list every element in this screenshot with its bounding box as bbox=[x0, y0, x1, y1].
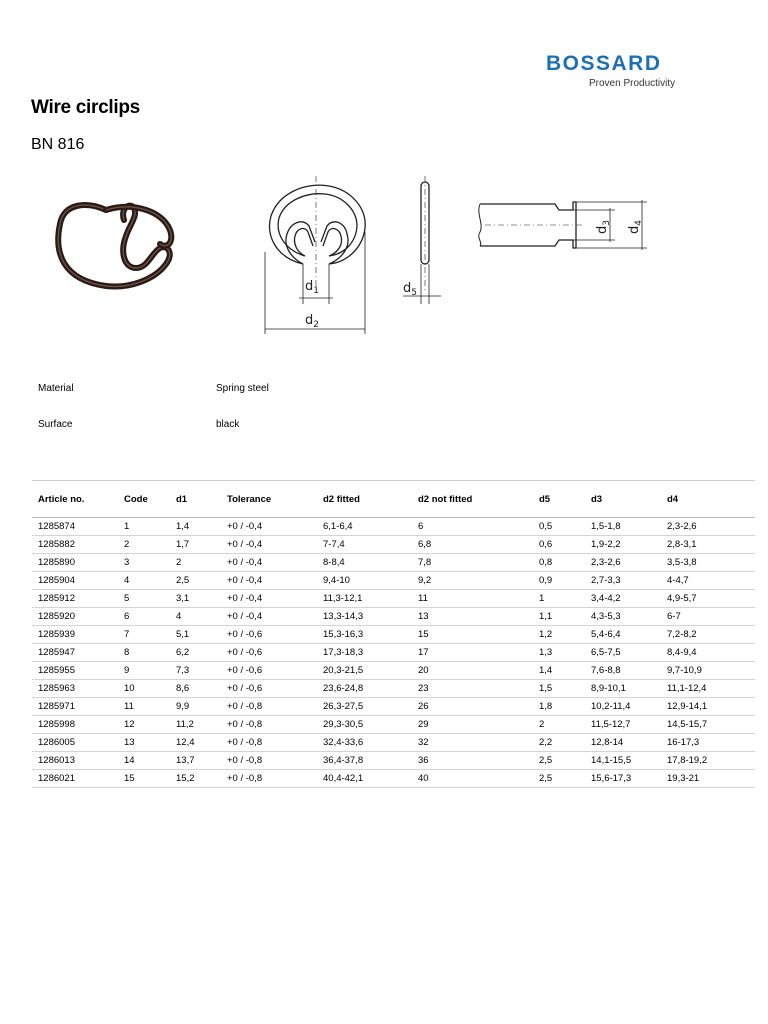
table-cell: 4,9-5,7 bbox=[661, 590, 755, 608]
table-cell: 1,4 bbox=[170, 518, 221, 536]
table-cell: 1285912 bbox=[32, 590, 118, 608]
table-cell: 19,3-21 bbox=[661, 770, 755, 788]
table-cell: 6,2 bbox=[170, 644, 221, 662]
table-cell: 1,7 bbox=[170, 536, 221, 554]
table-cell: +0 / -0,4 bbox=[221, 554, 317, 572]
table-cell: +0 / -0,6 bbox=[221, 662, 317, 680]
table-cell: 2,3-2,6 bbox=[585, 554, 661, 572]
table-cell: 2,8-3,1 bbox=[661, 536, 755, 554]
table-cell: 0,6 bbox=[533, 536, 585, 554]
table-row bbox=[32, 734, 755, 752]
table-cell: 14,5-15,7 bbox=[661, 716, 755, 734]
table-cell: 11 bbox=[412, 590, 533, 608]
table-row bbox=[32, 752, 755, 770]
table-row bbox=[32, 716, 755, 734]
header-tolerance: Tolerance bbox=[221, 481, 317, 518]
table-cell: 13 bbox=[118, 734, 170, 752]
table-cell: 1286021 bbox=[32, 770, 118, 788]
brand-tagline: Proven Productivity bbox=[589, 78, 676, 89]
table-cell: +0 / -0,4 bbox=[221, 590, 317, 608]
table-cell: 11,5-12,7 bbox=[585, 716, 661, 734]
d2-label: $d_2$ bbox=[305, 313, 319, 330]
table-cell: 17,8-19,2 bbox=[661, 752, 755, 770]
property-label: Material bbox=[38, 383, 74, 394]
table-row bbox=[32, 770, 755, 788]
table-cell: 3,4-4,2 bbox=[585, 590, 661, 608]
table-cell: +0 / -0,8 bbox=[221, 716, 317, 734]
table-cell: 12,8-14 bbox=[585, 734, 661, 752]
table-cell: 7 bbox=[118, 626, 170, 644]
table-cell: 20,3-21,5 bbox=[317, 662, 412, 680]
brand-name: BOSSARD bbox=[546, 52, 662, 75]
product-standard: BN 816 bbox=[31, 136, 85, 153]
table-cell: 4,3-5,3 bbox=[585, 608, 661, 626]
table-cell: 12 bbox=[118, 716, 170, 734]
table-cell: 2,5 bbox=[170, 572, 221, 590]
table-cell: 1285882 bbox=[32, 536, 118, 554]
table-cell: 40,4-42,1 bbox=[317, 770, 412, 788]
table-cell: 7-7,4 bbox=[317, 536, 412, 554]
table-cell: 1285955 bbox=[32, 662, 118, 680]
table-cell: 6,5-7,5 bbox=[585, 644, 661, 662]
table-cell: 12,9-14,1 bbox=[661, 698, 755, 716]
table-cell: 36 bbox=[412, 752, 533, 770]
table-cell: 17,3-18,3 bbox=[317, 644, 412, 662]
table-row bbox=[32, 572, 755, 590]
table-cell: 13,3-14,3 bbox=[317, 608, 412, 626]
table-cell: 7,2-8,2 bbox=[661, 626, 755, 644]
page-title: Wire circlips bbox=[31, 97, 140, 118]
table-cell: 11,3-12,1 bbox=[317, 590, 412, 608]
table-cell: 12,4 bbox=[170, 734, 221, 752]
table-cell: +0 / -0,4 bbox=[221, 536, 317, 554]
table-cell: +0 / -0,4 bbox=[221, 608, 317, 626]
header-code: Code bbox=[118, 481, 170, 518]
table-cell: 8 bbox=[118, 644, 170, 662]
table-cell: 6 bbox=[412, 518, 533, 536]
table-cell: 1285874 bbox=[32, 518, 118, 536]
table-cell: 10,2-11,4 bbox=[585, 698, 661, 716]
header-article-no: Article no. bbox=[32, 481, 118, 518]
table-cell: 4 bbox=[118, 572, 170, 590]
table-cell: 17 bbox=[412, 644, 533, 662]
table-cell: 4 bbox=[170, 608, 221, 626]
table-cell: 14 bbox=[118, 752, 170, 770]
table-cell: 14,1-15,5 bbox=[585, 752, 661, 770]
table-row bbox=[32, 554, 755, 572]
table-cell: 11 bbox=[118, 698, 170, 716]
table-cell: 6,8 bbox=[412, 536, 533, 554]
table-cell: 3,1 bbox=[170, 590, 221, 608]
table-cell: 1,9-2,2 bbox=[585, 536, 661, 554]
table-cell: 8-8,4 bbox=[317, 554, 412, 572]
table-cell: 11,1-12,4 bbox=[661, 680, 755, 698]
table-header-row bbox=[32, 481, 755, 518]
table-cell: +0 / -0,4 bbox=[221, 518, 317, 536]
table-cell: 1285963 bbox=[32, 680, 118, 698]
header-d3: d3 bbox=[585, 481, 661, 518]
table-cell: +0 / -0,6 bbox=[221, 644, 317, 662]
property-label: Surface bbox=[38, 419, 73, 430]
table-cell: 1286005 bbox=[32, 734, 118, 752]
table-cell: 1,5-1,8 bbox=[585, 518, 661, 536]
table-cell: 26 bbox=[412, 698, 533, 716]
d4-label: $d_4$ bbox=[627, 220, 644, 234]
table-row bbox=[32, 590, 755, 608]
table-cell: 29,3-30,5 bbox=[317, 716, 412, 734]
table-cell: 2,7-3,3 bbox=[585, 572, 661, 590]
table-row bbox=[32, 626, 755, 644]
spec-table bbox=[32, 480, 755, 788]
table-cell: 9,7-10,9 bbox=[661, 662, 755, 680]
table-cell: 32 bbox=[412, 734, 533, 752]
table-row bbox=[32, 518, 755, 536]
table-cell: 1285971 bbox=[32, 698, 118, 716]
table-cell: 1285890 bbox=[32, 554, 118, 572]
table-cell: 29 bbox=[412, 716, 533, 734]
table-cell: 1 bbox=[533, 590, 585, 608]
table-cell: 1,2 bbox=[533, 626, 585, 644]
d3-label: $d_3$ bbox=[595, 220, 612, 234]
table-cell: 0,8 bbox=[533, 554, 585, 572]
table-cell: 2 bbox=[118, 536, 170, 554]
table-cell: 1,8 bbox=[533, 698, 585, 716]
table-cell: 4-4,7 bbox=[661, 572, 755, 590]
table-cell: 15 bbox=[118, 770, 170, 788]
table-cell: 0,9 bbox=[533, 572, 585, 590]
table-cell: 26,3-27,5 bbox=[317, 698, 412, 716]
table-cell: 9,9 bbox=[170, 698, 221, 716]
table-cell: +0 / -0,4 bbox=[221, 572, 317, 590]
table-cell: +0 / -0,6 bbox=[221, 626, 317, 644]
table-cell: 7,3 bbox=[170, 662, 221, 680]
table-cell: 6 bbox=[118, 608, 170, 626]
table-cell: 5,4-6,4 bbox=[585, 626, 661, 644]
table-cell: 15,2 bbox=[170, 770, 221, 788]
table-cell: +0 / -0,8 bbox=[221, 734, 317, 752]
property-value: black bbox=[216, 419, 240, 430]
technical-drawing bbox=[255, 172, 675, 347]
table-cell: 1,3 bbox=[533, 644, 585, 662]
table-cell: 6-7 bbox=[661, 608, 755, 626]
header-d2-not-fitted: d2 not fitted bbox=[412, 481, 533, 518]
table-cell: 8,6 bbox=[170, 680, 221, 698]
property-value: Spring steel bbox=[216, 383, 269, 394]
table-cell: 2,2 bbox=[533, 734, 585, 752]
table-cell: 11,2 bbox=[170, 716, 221, 734]
table-cell: +0 / -0,8 bbox=[221, 770, 317, 788]
header-d2-fitted: d2 fitted bbox=[317, 481, 412, 518]
table-cell: 9,4-10 bbox=[317, 572, 412, 590]
table-row bbox=[32, 644, 755, 662]
table-cell: 15 bbox=[412, 626, 533, 644]
table-cell: +0 / -0,8 bbox=[221, 698, 317, 716]
table-cell: 40 bbox=[412, 770, 533, 788]
table-cell: 0,5 bbox=[533, 518, 585, 536]
table-cell: 1,5 bbox=[533, 680, 585, 698]
table-cell: 23 bbox=[412, 680, 533, 698]
header-d4: d4 bbox=[661, 481, 755, 518]
table-cell: 15,3-16,3 bbox=[317, 626, 412, 644]
table-row bbox=[32, 698, 755, 716]
table-cell: 7,8 bbox=[412, 554, 533, 572]
table-cell: +0 / -0,6 bbox=[221, 680, 317, 698]
table-cell: 1 bbox=[118, 518, 170, 536]
table-cell: 2,3-2,6 bbox=[661, 518, 755, 536]
table-row bbox=[32, 680, 755, 698]
table-cell: 1285998 bbox=[32, 716, 118, 734]
table-cell: +0 / -0,8 bbox=[221, 752, 317, 770]
table-cell: 1286013 bbox=[32, 752, 118, 770]
table-cell: 5 bbox=[118, 590, 170, 608]
header-d1: d1 bbox=[170, 481, 221, 518]
table-cell: 3,5-3,8 bbox=[661, 554, 755, 572]
d1-label: $d_1$ bbox=[305, 279, 319, 296]
table-cell: 1285904 bbox=[32, 572, 118, 590]
table-cell: 1285920 bbox=[32, 608, 118, 626]
table-cell: 10 bbox=[118, 680, 170, 698]
product-photo bbox=[36, 172, 201, 347]
table-cell: 5,1 bbox=[170, 626, 221, 644]
table-cell: 16-17,3 bbox=[661, 734, 755, 752]
table-cell: 3 bbox=[118, 554, 170, 572]
table-cell: 6,1-6,4 bbox=[317, 518, 412, 536]
table-cell: 9,2 bbox=[412, 572, 533, 590]
table-cell: 2,5 bbox=[533, 770, 585, 788]
table-row bbox=[32, 662, 755, 680]
table-cell: 32,4-33,6 bbox=[317, 734, 412, 752]
table-cell: 2 bbox=[170, 554, 221, 572]
table-row bbox=[32, 608, 755, 626]
table-cell: 1285939 bbox=[32, 626, 118, 644]
table-cell: 20 bbox=[412, 662, 533, 680]
table-cell: 2,5 bbox=[533, 752, 585, 770]
table-cell: 36,4-37,8 bbox=[317, 752, 412, 770]
table-cell: 1,1 bbox=[533, 608, 585, 626]
table-cell: 7,6-8,8 bbox=[585, 662, 661, 680]
table-row bbox=[32, 536, 755, 554]
table-cell: 1,4 bbox=[533, 662, 585, 680]
table-cell: 15,6-17,3 bbox=[585, 770, 661, 788]
bossard-logo bbox=[546, 52, 686, 89]
header-d5: d5 bbox=[533, 481, 585, 518]
table-cell: 8,9-10,1 bbox=[585, 680, 661, 698]
d5-label: $d_5$ bbox=[403, 281, 417, 298]
table-cell: 1285947 bbox=[32, 644, 118, 662]
table-cell: 13,7 bbox=[170, 752, 221, 770]
table-cell: 8,4-9,4 bbox=[661, 644, 755, 662]
table-body bbox=[32, 518, 755, 788]
table-cell: 2 bbox=[533, 716, 585, 734]
table-cell: 23,6-24,8 bbox=[317, 680, 412, 698]
table-cell: 9 bbox=[118, 662, 170, 680]
table-cell: 13 bbox=[412, 608, 533, 626]
